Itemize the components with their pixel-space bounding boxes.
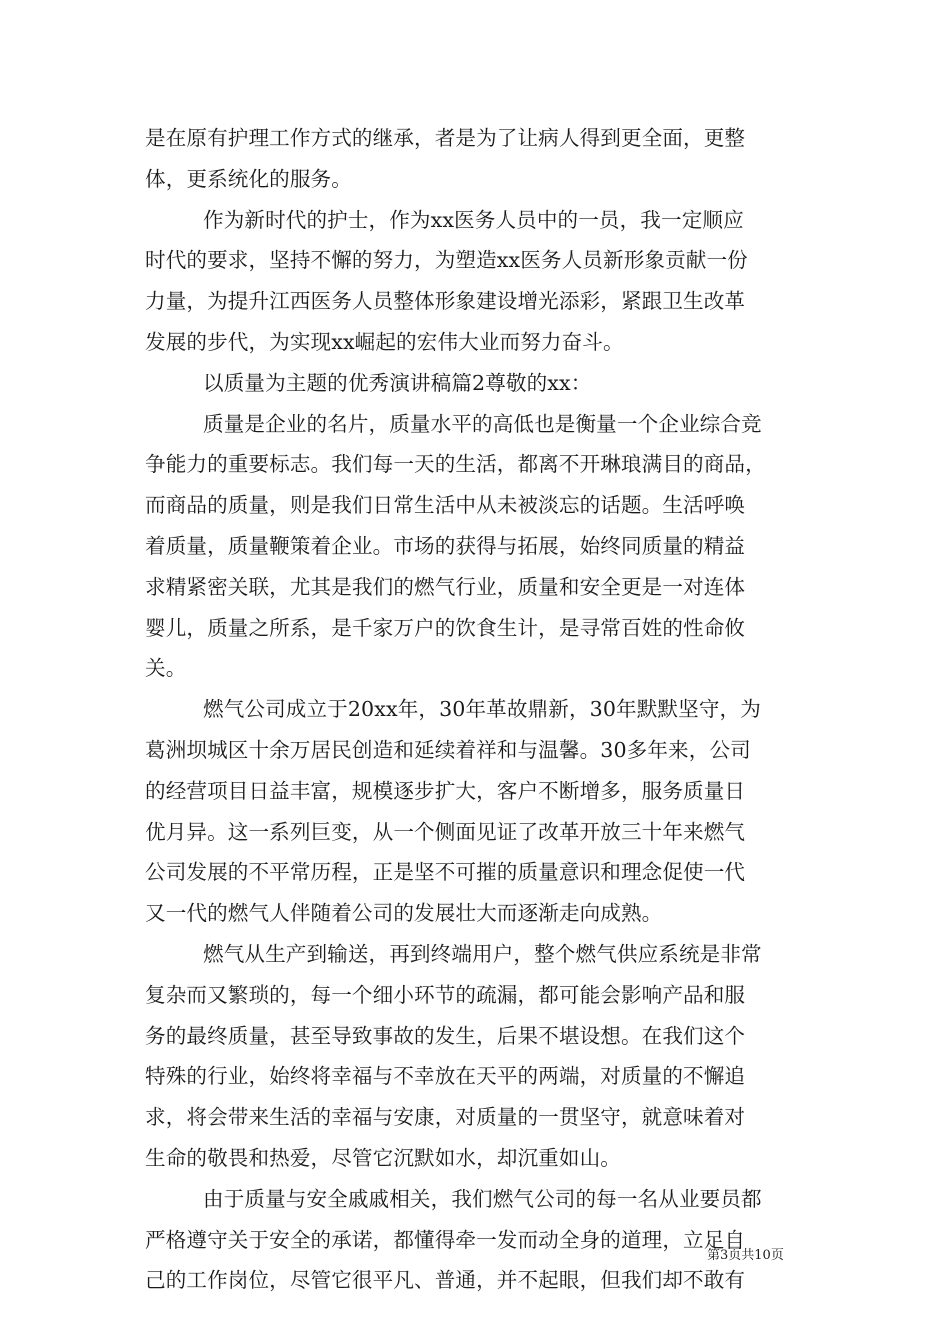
paragraph [145, 934, 810, 1179]
text-line: 燃气从生产到输送，再到终端用户，整个燃气供应系统是非常 [203, 941, 762, 966]
text-line: 婴儿，质量之所系，是千家万户的饮食生计，是寻常百姓的性命攸 [145, 615, 746, 640]
paragraph [145, 404, 810, 690]
text-line: 质量是企业的名片，质量水平的高低也是衡量一个企业综合竞 [203, 411, 762, 436]
text-line: 是在原有护理工作方式的继承，者是为了让病人得到更全面，更整 [145, 126, 746, 150]
text-line: 关。 [145, 656, 187, 681]
text-line: 力量，为提升江西医务人员整体形象建设增光添彩，紧跟卫生改革 [145, 289, 746, 314]
text-line: 严格遵守关于安全的承诺，都懂得牵一发而动全身的道理，立足自 [145, 1227, 746, 1252]
text-line: 生命的敬畏和热爱，尽管它沉默如水，却沉重如山。 [145, 1145, 621, 1170]
text-line: 的经营项目日益丰富，规模逐步扩大，客户不断增多，服务质量日 [145, 778, 746, 803]
text-line: 求精紧密关联，尤其是我们的燃气行业，质量和安全更是一对连体 [145, 574, 746, 599]
text-line: 又一代的燃气人伴随着公司的发展壮大而逐渐走向成熟。 [145, 901, 663, 926]
text-line: 体，更系统化的服务。 [145, 166, 352, 191]
text-line: 公司发展的不平常历程，正是坚不可摧的质量意识和理念促使一代 [145, 860, 746, 885]
text-line: 燃气公司成立于20xx年，30年革故鼎新，30年默默坚守，为 [203, 697, 761, 722]
text-line: 发展的步代，为实现xx崛起的宏伟大业而努力奋斗。 [145, 329, 624, 354]
document-body [145, 118, 810, 1301]
paragraph [145, 200, 810, 363]
paragraph [145, 689, 810, 934]
paragraph [145, 118, 810, 200]
text-line: 而商品的质量，则是我们日常生活中从未被淡忘的话题。生活呼唤 [145, 493, 746, 518]
text-line: 优月异。这一系列巨变，从一个侧面见证了改革开放三十年来燃气 [145, 819, 746, 844]
paragraph [145, 1179, 810, 1301]
text-line: 以质量为主题的优秀演讲稿篇2尊敬的xx： [203, 370, 592, 395]
text-line: 作为新时代的护士，作为xx医务人员中的一员，我一定顺应 [203, 207, 744, 232]
page-number: 第3页共10页 [707, 1248, 784, 1263]
text-line: 葛洲坝城区十余万居民创造和延续着祥和与温馨。30多年来，公司 [145, 737, 751, 762]
text-line: 己的工作岗位，尽管它很平凡、普通，并不起眼，但我们却不敢有 [145, 1268, 746, 1293]
text-line: 争能力的重要标志。我们每一天的生活，都离不开琳琅满目的商品， [145, 452, 766, 477]
text-line: 时代的要求，坚持不懈的努力，为塑造xx医务人员新形象贡献一份 [145, 248, 748, 273]
text-line: 着质量，质量鞭策着企业。市场的获得与拓展，始终同质量的精益 [145, 533, 746, 558]
text-line: 由于质量与安全戚戚相关，我们燃气公司的每一名从业要员都 [203, 1186, 762, 1211]
text-line: 复杂而又繁琐的，每一个细小环节的疏漏，都可能会影响产品和服 [145, 982, 746, 1007]
text-line: 求，将会带来生活的幸福与安康，对质量的一贯坚守，就意味着对 [145, 1105, 746, 1130]
paragraph-title [145, 363, 810, 404]
text-line: 特殊的行业，始终将幸福与不幸放在天平的两端，对质量的不懈追 [145, 1064, 746, 1089]
text-line: 务的最终质量，甚至导致事故的发生，后果不堪设想。在我们这个 [145, 1023, 746, 1048]
